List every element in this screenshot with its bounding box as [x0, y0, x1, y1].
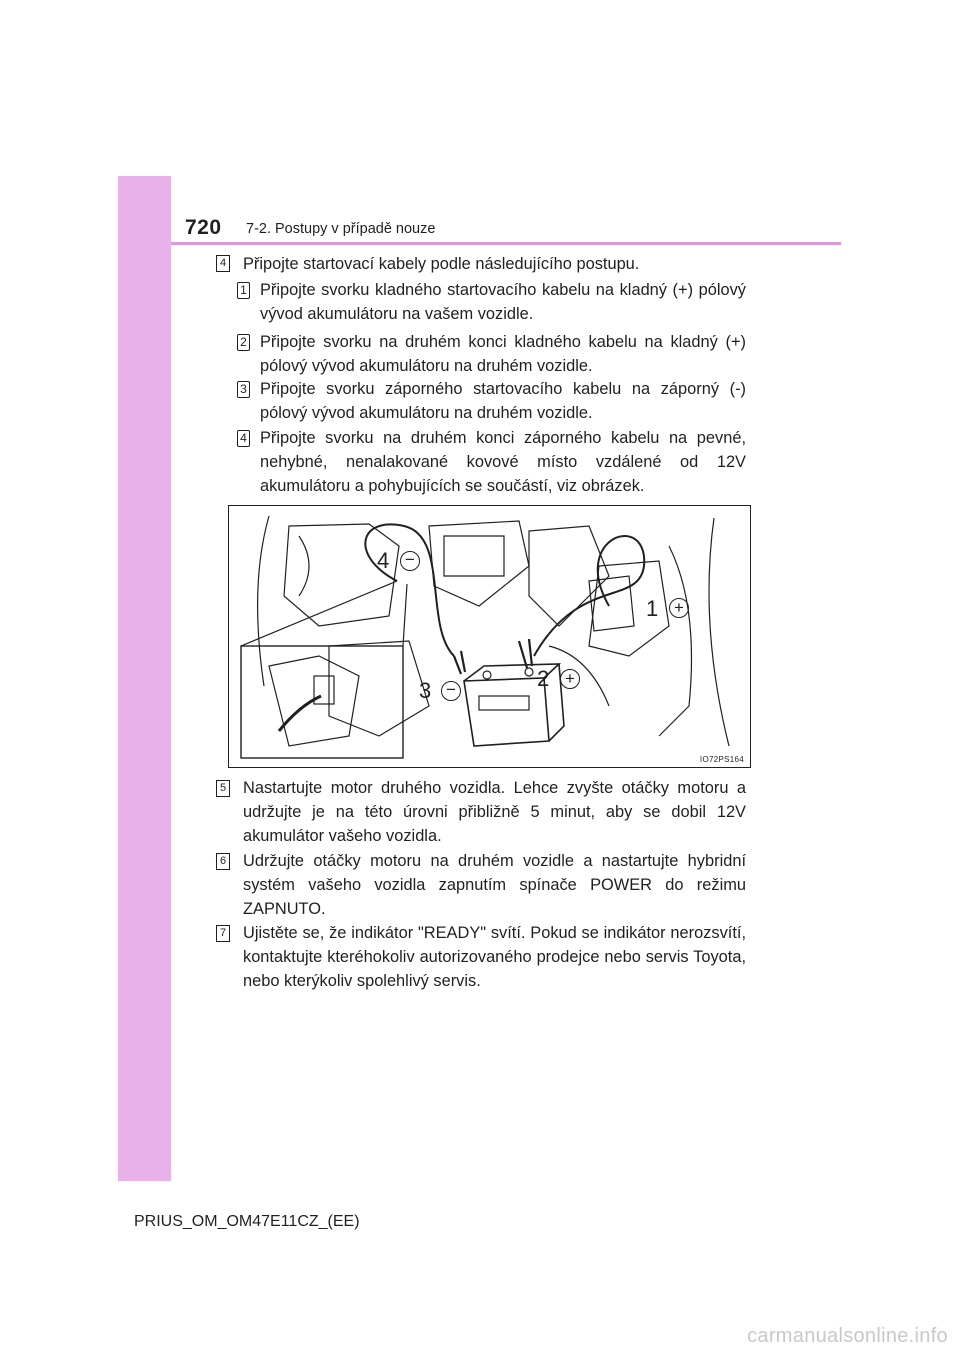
substep-number-badge: 3: [237, 381, 250, 398]
step-text: Připojte startovací kabely podle následujícího postupu.: [243, 255, 640, 273]
step-text: Ujistěte se, že indikátor "READY" svítí. Pokud se indikátor nerozsvítí, kontaktujte kteréhokoliv autorizovaného prodejce nebo servis Toyota, nebo kterýkoliv spolehlivý servis.: [243, 924, 746, 990]
step-number-box: 6: [216, 853, 230, 870]
substep-text: Připojte svorku na druhém konci záporného kabelu na pevné, nehybné, nenalakované kovové místo vzdálené od 12V akumulátoru a pohybujících se součástí, viz obrázek.: [260, 429, 746, 495]
document-id: PRIUS_OM_OM47E11CZ_(EE): [134, 1213, 360, 1230]
step-text: Nastartujte motor druhého vozidla. Lehce zvyšte otáčky motoru a udržujte je na této úrovni přibližně 5 minut, aby se dobil 12V akumulátor vašeho vozidla.: [243, 779, 746, 845]
plus-terminal-icon: +: [560, 669, 580, 689]
callout-number: 3: [419, 678, 432, 703]
callout-number: 2: [537, 666, 550, 691]
chapter-sidebar-tab: [118, 176, 171, 1181]
header-divider: [171, 242, 841, 245]
callout-number: 4: [377, 548, 390, 573]
substep-number-badge: 4: [237, 430, 250, 447]
figure-code: IO72PS164: [699, 755, 744, 764]
step-number-box: 4: [216, 255, 230, 272]
substep-text: Připojte svorku kladného startovacího kabelu na kladný (+) pólový vývod akumulátoru na vašem vozidle.: [260, 281, 746, 323]
minus-terminal-icon: −: [400, 551, 420, 571]
step-number-box: 7: [216, 925, 230, 942]
page-number: 720: [185, 216, 222, 239]
section-title: 7-2. Postupy v případě nouze: [246, 221, 436, 237]
substep-number-badge: 1: [237, 282, 250, 299]
substep-number-badge: 2: [237, 334, 250, 351]
watermark: carmanualsonline.info: [747, 1325, 948, 1347]
plus-terminal-icon: +: [669, 598, 689, 618]
substep-text: Připojte svorku záporného startovacího kabelu na záporný (-) pólový vývod akumulátoru na druhém vozidle.: [260, 380, 746, 422]
callout-number: 1: [646, 596, 659, 621]
minus-terminal-icon: −: [441, 681, 461, 701]
step-number-box: 5: [216, 780, 230, 797]
substep-text: Připojte svorku na druhém konci kladného kabelu na kladný (+) pólový vývod akumulátoru na druhém vozidle.: [260, 333, 746, 375]
engine-bay-drawing: [229, 506, 750, 767]
jump-start-illustration: [228, 505, 751, 768]
step-text: Udržujte otáčky motoru na druhém vozidle a nastartujte hybridní systém vašeho vozidla zapnutím spínače POWER do režimu ZAPNUTO.: [243, 852, 746, 918]
